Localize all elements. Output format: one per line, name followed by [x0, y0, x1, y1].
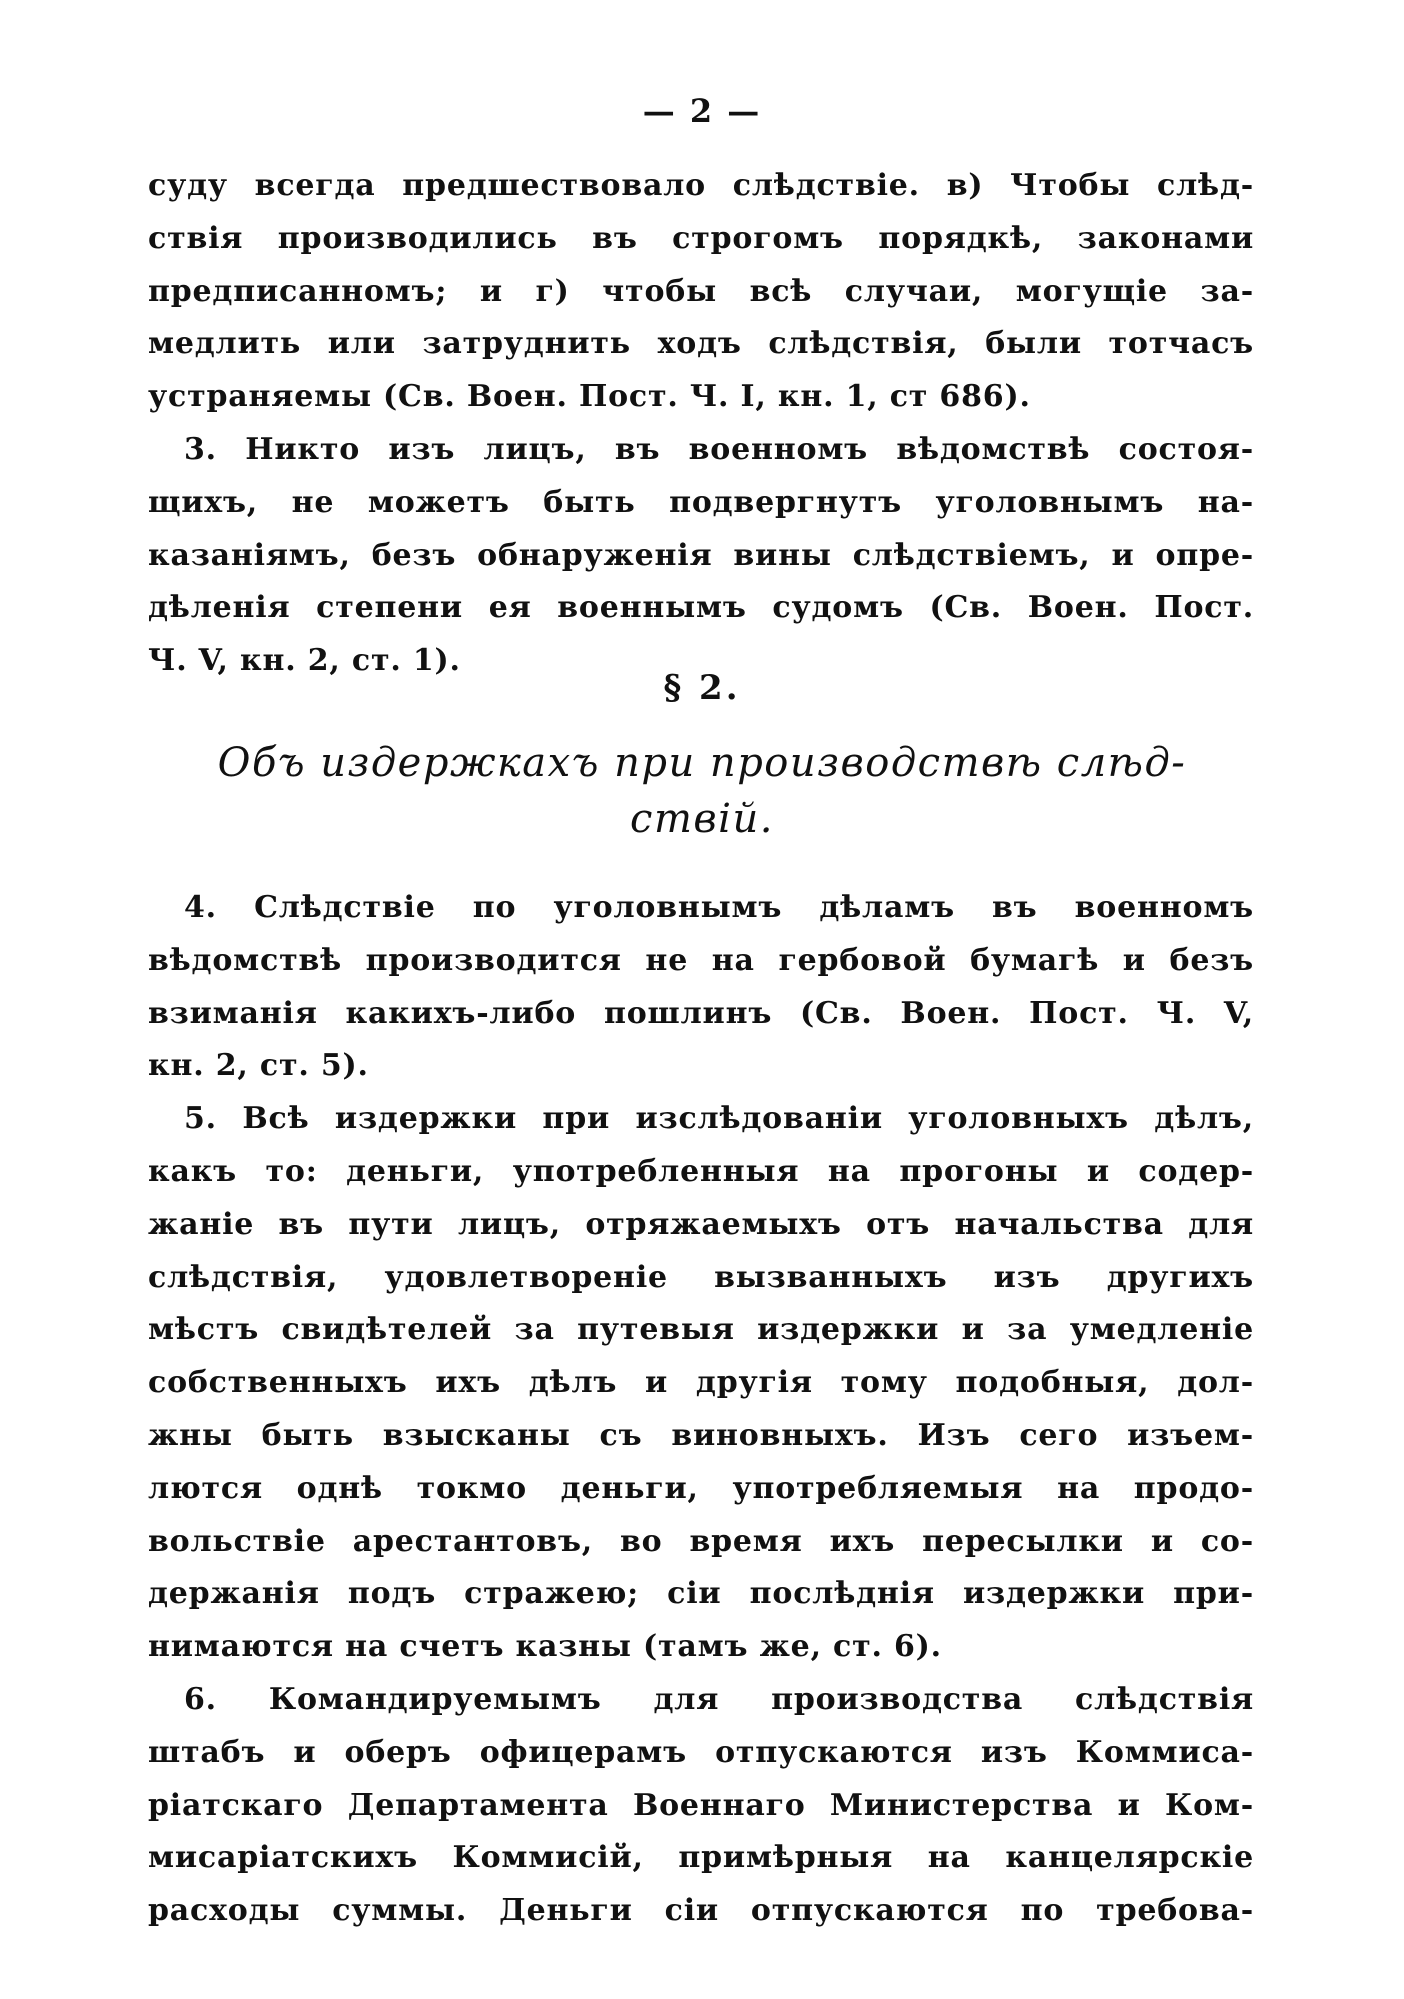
text-line: вольствіе арестантовъ, во время ихъ пересылки и со- [148, 1523, 1254, 1559]
text-line: суду всегда предшествовало слѣдствіе. в) Чтобы слѣд- [148, 168, 1254, 203]
paragraph-6 [148, 1674, 1254, 1938]
text-block-after-section [148, 882, 1254, 1938]
section-title-line: ствій. [630, 796, 774, 842]
text-line: расходы суммы. Деньги сіи отпускаются по требова- [148, 1893, 1254, 1929]
text-line: Ч. V, кн. 2, ст. 1). [148, 643, 461, 679]
text-line: какъ то: деньги, употребленныя на прогоны и содер- [148, 1153, 1254, 1189]
paragraph-3 [148, 424, 1254, 688]
text-line: лются однѣ токмо деньги, употребляемыя на продо- [148, 1470, 1254, 1506]
text-line: медлить или затруднить ходъ слѣдствія, были тотчасъ [148, 326, 1254, 362]
text-block-before-section [148, 160, 1254, 688]
text-line: 4. Слѣдствіе по уголовнымъ дѣламъ въ военномъ [184, 890, 1254, 925]
text-line: мисаріатскихъ Коммисій, примѣрныя на канцелярскіе [148, 1840, 1254, 1876]
text-line: устраняемы (Св. Воен. Пост. Ч. I, кн. 1, ст 686). [148, 379, 1031, 415]
text-line: собственныхъ ихъ дѣлъ и другія тому подобныя, дол- [148, 1365, 1254, 1401]
text-line: мѣстъ свидѣтелей за путевыя издержки и за умедленіе [148, 1312, 1254, 1348]
text-line: держанія подъ стражею; сіи послѣднія издержки при- [148, 1576, 1254, 1612]
section-title-line: Объ издержкахъ при производствѣ слѣд- [217, 740, 1187, 786]
text-line: нимаются на счетъ казны (тамъ же, ст. 6). [148, 1629, 942, 1665]
text-line: жны быть взысканы съ виновныхъ. Изъ сего изъем- [148, 1417, 1254, 1453]
text-line: казаніямъ, безъ обнаруженія вины слѣдствіемъ, и опре- [148, 537, 1254, 573]
paragraph-4 [148, 882, 1254, 1093]
text-line: слѣдствія, удовлетвореніе вызванныхъ изъ другихъ [148, 1259, 1254, 1295]
text-line: 3. Никто изъ лицъ, въ военномъ вѣдомствѣ состоя- [184, 431, 1254, 467]
text-line: штабъ и оберъ офицерамъ отпускаются изъ Коммиса- [148, 1734, 1254, 1770]
text-line: дѣленія степени ея военнымъ судомъ (Св. Воен. Пост. [148, 590, 1254, 626]
text-line: 6. Командируемымъ для производства слѣдствія [184, 1681, 1254, 1717]
text-line: предписанномъ; и г) чтобы всѣ случаи, могущіе за- [148, 273, 1254, 309]
section-mark: § 2. [663, 668, 741, 708]
page-number: — 2 — [642, 92, 762, 130]
text-line: жаніе въ пути лицъ, отряжаемыхъ отъ начальства для [148, 1206, 1254, 1242]
text-line: вѣдомствѣ производится не на гербовой бумагѣ и безъ [148, 942, 1254, 978]
section-title [190, 735, 1214, 847]
text-line: взиманія какихъ-либо пошлинъ (Св. Воен. Пост. Ч. V, [148, 995, 1254, 1031]
text-line: кн. 2, ст. 5). [148, 1048, 369, 1084]
text-line: щихъ, не можетъ быть подвергнутъ уголовнымъ на- [148, 484, 1254, 520]
paragraph-5 [148, 1093, 1254, 1674]
text-line: ріатскаго Департамента Военнаго Министерства и Ком- [148, 1787, 1254, 1823]
paragraph-continuation [148, 160, 1254, 424]
text-line: 5. Всѣ издержки при изслѣдованіи уголовныхъ дѣлъ, [184, 1101, 1254, 1137]
text-line: ствія производились въ строгомъ порядкѣ, законами [148, 220, 1254, 256]
